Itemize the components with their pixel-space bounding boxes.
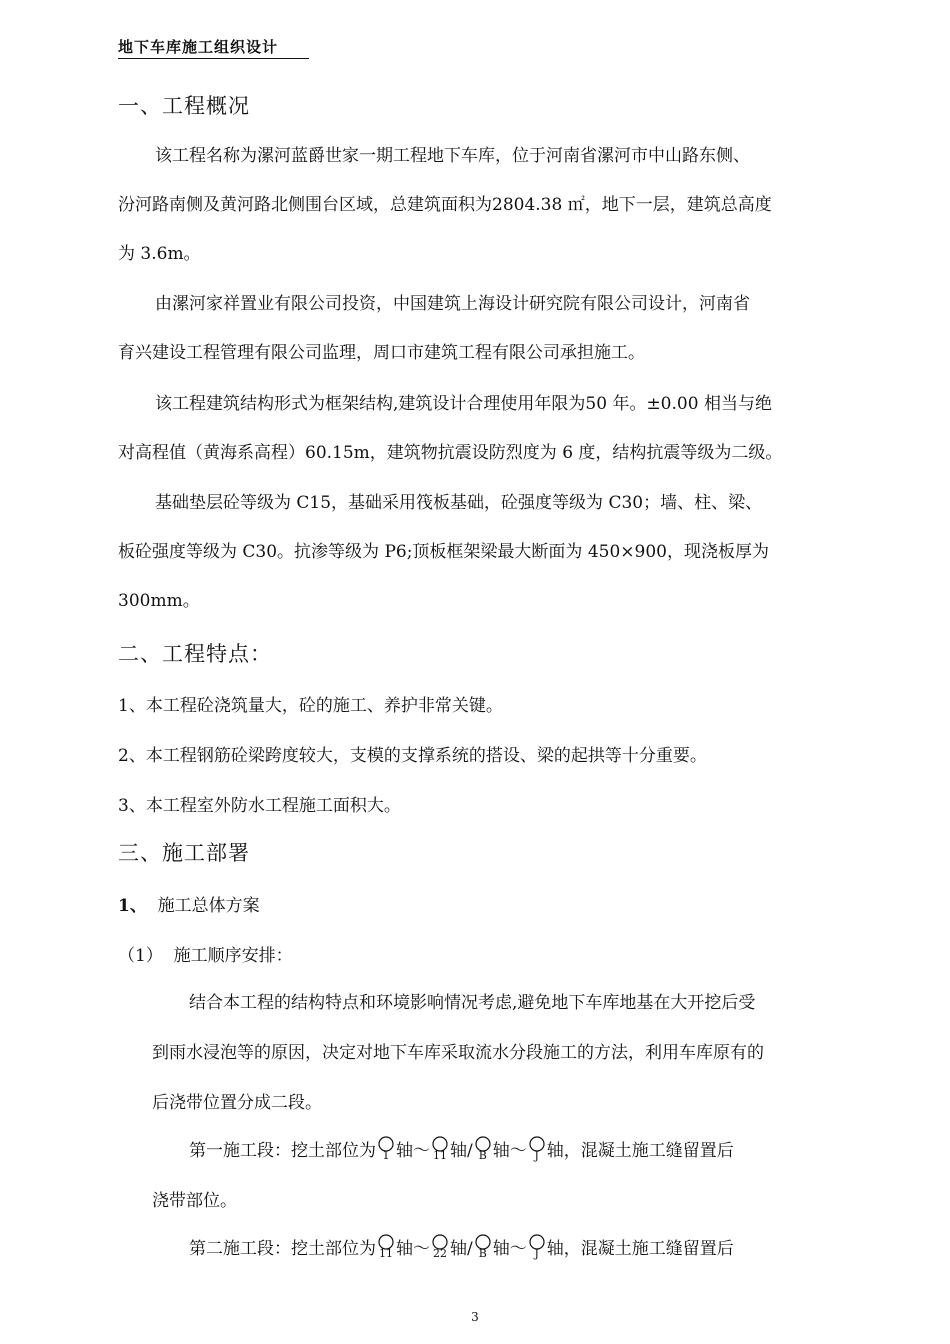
text-line: 浇带部位。 bbox=[152, 1191, 237, 1211]
running-header: 地下车库施工组织设计 bbox=[118, 38, 279, 56]
subheading-text: 施工总体方案 bbox=[157, 896, 260, 916]
axis-label: J bbox=[534, 1247, 539, 1260]
axis-marker bbox=[474, 1136, 492, 1162]
text-line: 结合本工程的结构特点和环境影响情况考虑,避免地下车库地基在大开挖后受 bbox=[189, 993, 756, 1013]
axis-label: 11 bbox=[379, 1247, 393, 1260]
subheading-number: 1、 bbox=[118, 896, 147, 916]
section-heading-features: 二、工程特点： bbox=[118, 642, 272, 666]
axis-label: 1 bbox=[382, 1149, 390, 1162]
text-line: 由漯河家祥置业有限公司投资，中国建筑上海设计研究院有限公司设计，河南省 bbox=[155, 294, 750, 314]
paragraph-structure bbox=[118, 380, 832, 478]
feature-item: 2、本工程钢筋砼梁跨度较大，支模的支撑系统的搭设、梁的起拱等十分重要。 bbox=[118, 746, 707, 766]
paragraph-sequence bbox=[152, 978, 832, 1128]
text-line: 后浇带位置分成二段。 bbox=[152, 1093, 322, 1113]
axis-marker bbox=[377, 1136, 395, 1162]
page-number: 3 bbox=[471, 1310, 479, 1324]
axis-label: B bbox=[478, 1149, 487, 1162]
axis-marker bbox=[474, 1234, 492, 1260]
stage-text: 轴/ bbox=[450, 1239, 473, 1259]
stage-text: 轴，混凝土施工缝留置后 bbox=[546, 1141, 734, 1161]
stage-text: 轴～ bbox=[492, 1141, 527, 1161]
stage-text: 第一施工段：挖土部位为 bbox=[189, 1141, 376, 1161]
text-line: 为 3.6m。 bbox=[118, 244, 201, 264]
axis-marker bbox=[528, 1136, 546, 1162]
stage-text: 第二施工段：挖土部位为 bbox=[189, 1239, 376, 1259]
axis-marker bbox=[528, 1234, 546, 1260]
stage-text: 轴～ bbox=[396, 1239, 430, 1259]
stage-text: 轴，混凝土施工缝留置后 bbox=[546, 1239, 734, 1259]
axis-label: J bbox=[534, 1149, 539, 1162]
stage-text: 轴～ bbox=[492, 1239, 527, 1259]
paragraph-concrete bbox=[118, 479, 832, 626]
axis-marker bbox=[431, 1136, 449, 1162]
section-heading-overview: 一、工程概况 bbox=[118, 94, 250, 118]
text-line: 对高程值（黄海系高程）60.15m，建筑物抗震设防烈度为 6 度，结构抗震等级为二级。 bbox=[118, 443, 783, 463]
paragraph-stage-one bbox=[152, 1126, 832, 1226]
feature-item: 3、本工程室外防水工程施工面积大。 bbox=[118, 796, 401, 816]
feature-item: 1、本工程砼浇筑量大，砼的施工、养护非常关键。 bbox=[118, 696, 503, 716]
subheading-sequence: （1） 施工顺序安排： bbox=[118, 946, 293, 966]
paragraph-project-name bbox=[118, 132, 832, 279]
stage-text: 轴～ bbox=[396, 1141, 430, 1161]
axis-marker bbox=[431, 1234, 449, 1260]
text-line: 该工程名称为漯河蓝爵世家一期工程地下车库，位于河南省漯河市中山路东侧、 bbox=[155, 146, 750, 166]
stage-text: 轴/ bbox=[450, 1141, 473, 1161]
paragraph-stage-two bbox=[152, 1224, 832, 1274]
text-line: 基础垫层砼等级为 C15，基础采用筏板基础，砼强度等级为 C30；墙、柱、梁、 bbox=[155, 493, 763, 513]
header-rule bbox=[118, 58, 309, 59]
stage-two-line bbox=[152, 1224, 832, 1274]
subheading-overall-plan bbox=[118, 891, 260, 916]
text-line: 该工程建筑结构形式为框架结构,建筑设计合理使用年限为50 年。±0.00 相当与绝 bbox=[155, 394, 772, 414]
text-line: 到雨水浸泡等的原因，决定对地下车库采取流水分段施工的方法，利用车库原有的 bbox=[152, 1043, 764, 1063]
paragraph-parties bbox=[118, 280, 832, 378]
axis-label: B bbox=[478, 1247, 487, 1260]
text-line: 育兴建设工程管理有限公司监理，周口市建筑工程有限公司承担施工。 bbox=[118, 343, 645, 363]
stage-one-line bbox=[152, 1126, 832, 1176]
text-line: 板砼强度等级为 C30。抗渗等级为 P6;顶板框架梁最大断面为 450×900，现浇板厚为 bbox=[118, 542, 769, 562]
axis-label: 11 bbox=[433, 1149, 447, 1162]
text-line: 300mm。 bbox=[118, 591, 200, 611]
section-heading-deployment: 三、施工部署 bbox=[118, 841, 250, 865]
axis-label: 22 bbox=[433, 1247, 447, 1260]
axis-marker bbox=[377, 1234, 395, 1260]
text-line: 汾河路南侧及黄河路北侧围台区域，总建筑面积为2804.38 ㎡，地下一层，建筑总高度 bbox=[118, 195, 772, 215]
